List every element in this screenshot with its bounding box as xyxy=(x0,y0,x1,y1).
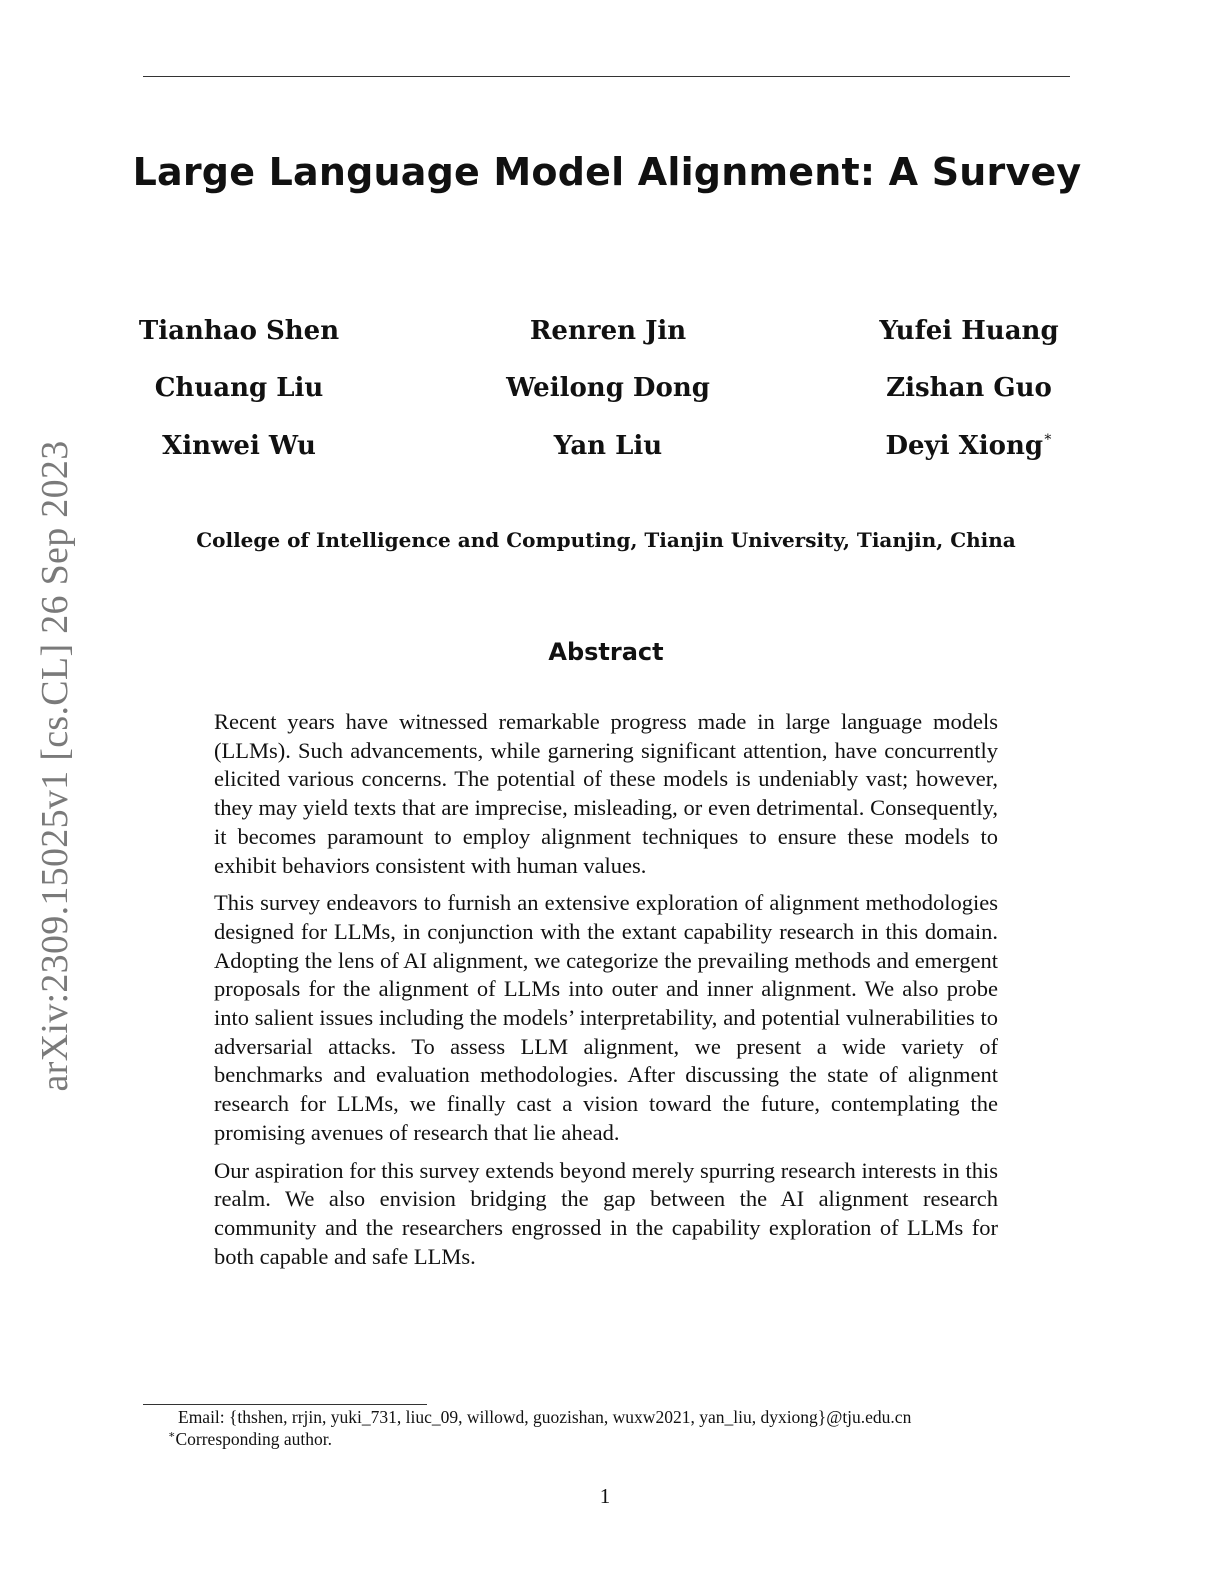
header-rule xyxy=(143,76,1070,77)
footnote-email: Email: {thshen, rrjin, yuki_731, liuc_09, willowd, guozishan, wuxw2021, yan_liu, dyxiong}@tju.edu.cn xyxy=(178,1407,912,1427)
abstract-paragraph: Recent years have witnessed remarkable progress made in large language models (LLMs). Such advancements, while garnering significant attention, have concurrently elicited various concerns. The potential of these models is undeniably vast; however, they may yield texts that are imprecise, misleading, or even detrimental. Consequently, it becomes paramount to employ alignment techniques to ensure these models to exhibit behaviors consistent with human values. xyxy=(214,709,998,878)
author-name-text: Weilong Dong xyxy=(506,373,710,403)
author-name xyxy=(99,373,379,403)
abstract-paragraph: This survey endeavors to furnish an extensive exploration of alignment methodologies designed for LLMs, in conjunction with the extant capability research in this domain. Adopting the lens of AI alignment, we categorize the prevailing methods and emergent proposals for the alignment of LLMs into outer and inner alignment. We also probe into salient issues including the models’ interpretability, and potential vulnerabilities to adversarial attacks. To assess LLM alignment, we present a wide variety of benchmarks and evaluation methodologies. After discussing the state of alignment research for LLMs, we finally cast a vision toward the future, contemplating the promising avenues of research that lie ahead. xyxy=(214,890,998,1145)
author-name xyxy=(468,373,748,403)
footnote-corresponding-text: Corresponding author. xyxy=(175,1429,332,1449)
author-name xyxy=(829,373,1109,403)
affiliation: College of Intelligence and Computing, Tianjin University, Tianjin, China xyxy=(196,528,1016,552)
footnote-corresponding xyxy=(168,1429,332,1450)
author-name-text: Zishan Guo xyxy=(886,373,1052,403)
author-name xyxy=(468,431,748,461)
author-name xyxy=(829,431,1109,461)
footnote-mark: ∗ xyxy=(168,1429,176,1441)
author-name-text: Xinwei Wu xyxy=(162,431,316,461)
arxiv-identifier-stamp: arXiv:2309.15025v1 [cs.CL] 26 Sep 2023 xyxy=(34,440,76,1092)
abstract-heading: Abstract xyxy=(548,638,664,666)
corresponding-author-mark: ∗ xyxy=(1043,429,1053,445)
author-name-text: Chuang Liu xyxy=(154,373,324,403)
footnote-rule xyxy=(143,1404,427,1405)
author-name xyxy=(829,316,1109,346)
author-name-text: Yan Liu xyxy=(553,431,663,461)
author-name-text: Yufei Huang xyxy=(879,316,1059,346)
page-number: 1 xyxy=(599,1484,611,1508)
abstract-paragraph: Our aspiration for this survey extends beyond merely spurring research interests in this realm. We also envision bridging the gap between the AI alignment research community and the researchers engrossed in the capability exploration of LLMs for both capable and safe LLMs. xyxy=(214,1157,998,1269)
author-name xyxy=(468,316,748,346)
author-name-text: Deyi Xiong xyxy=(885,431,1044,461)
author-name-text: Renren Jin xyxy=(529,316,687,346)
author-name xyxy=(99,431,379,461)
author-name-text: Tianhao Shen xyxy=(138,316,340,346)
paper-title: Large Language Model Alignment: A Survey xyxy=(132,150,1082,194)
author-name xyxy=(99,316,379,346)
abstract-body xyxy=(214,708,998,1280)
